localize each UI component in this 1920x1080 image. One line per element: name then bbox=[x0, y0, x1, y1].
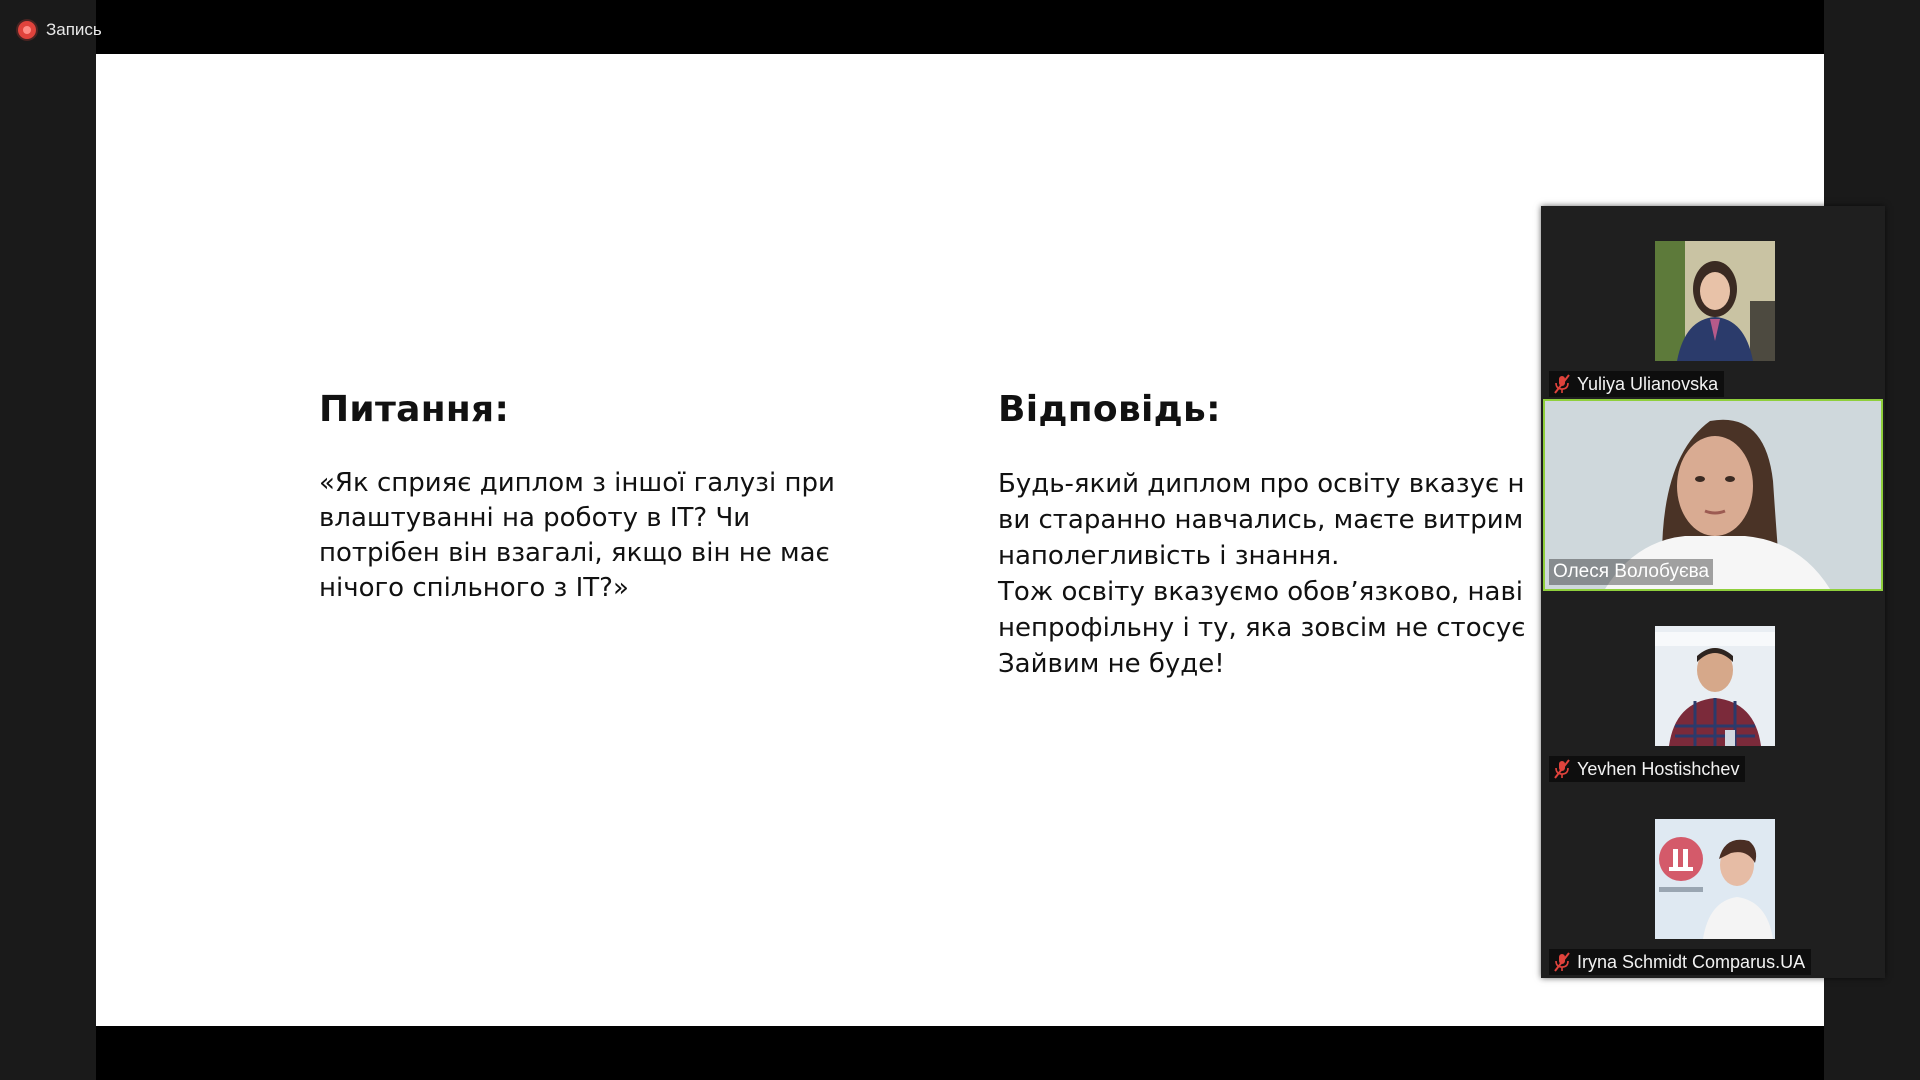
question-heading: Питання: bbox=[319, 389, 510, 430]
answer-line: ви старанно навчались, маєте витрим bbox=[998, 505, 1524, 535]
participant-name-tag bbox=[1549, 949, 1811, 975]
answer-heading: Відповідь: bbox=[998, 389, 1221, 430]
recording-indicator[interactable] bbox=[18, 20, 102, 40]
participant-name-tag bbox=[1549, 756, 1745, 782]
man-portrait-icon bbox=[1655, 626, 1775, 746]
recording-label: Запись bbox=[46, 20, 102, 39]
participant-name: Yuliya Ulianovska bbox=[1577, 373, 1719, 394]
answer-line: Тож освіту вказуємо обов’язково, наві bbox=[998, 577, 1524, 607]
participant-name: Олеся Волобуєва bbox=[1549, 559, 1713, 585]
answer-line: наполегливість і знання. bbox=[998, 541, 1340, 571]
active-speaker-tile[interactable] bbox=[1543, 399, 1883, 591]
participant-name: Iryna Schmidt Comparus.UA bbox=[1577, 951, 1806, 972]
slide-letterbox-top bbox=[96, 0, 1824, 54]
answer-line: Зайвим не буде! bbox=[998, 649, 1225, 679]
participant-tile[interactable] bbox=[1545, 784, 1883, 977]
record-icon bbox=[18, 21, 36, 39]
slide-letterbox-bottom bbox=[96, 1026, 1824, 1080]
participant-name-tag bbox=[1549, 371, 1724, 397]
answer-line: Будь-який диплом про освіту вказує н bbox=[998, 469, 1525, 499]
question-block bbox=[319, 389, 879, 606]
participants-panel[interactable] bbox=[1541, 206, 1885, 978]
muted-mic-icon bbox=[1553, 952, 1571, 972]
participant-tile[interactable] bbox=[1545, 206, 1883, 400]
comparus-portrait-icon bbox=[1655, 819, 1775, 939]
participant-name: Yevhen Hostishchev bbox=[1577, 758, 1740, 779]
participant-tile[interactable] bbox=[1545, 591, 1883, 785]
muted-mic-icon bbox=[1553, 374, 1571, 394]
woman-portrait-icon bbox=[1655, 241, 1775, 361]
muted-mic-icon bbox=[1553, 759, 1571, 779]
answer-line: непрофільну і ту, яка зовсім не стосує bbox=[998, 613, 1526, 643]
question-text: «Як сприяє диплом з іншої галузі при влаштуванні на роботу в IT? Чи потрібен він взагалі, якщо він не має нічого спільного з IT?» bbox=[319, 468, 835, 603]
